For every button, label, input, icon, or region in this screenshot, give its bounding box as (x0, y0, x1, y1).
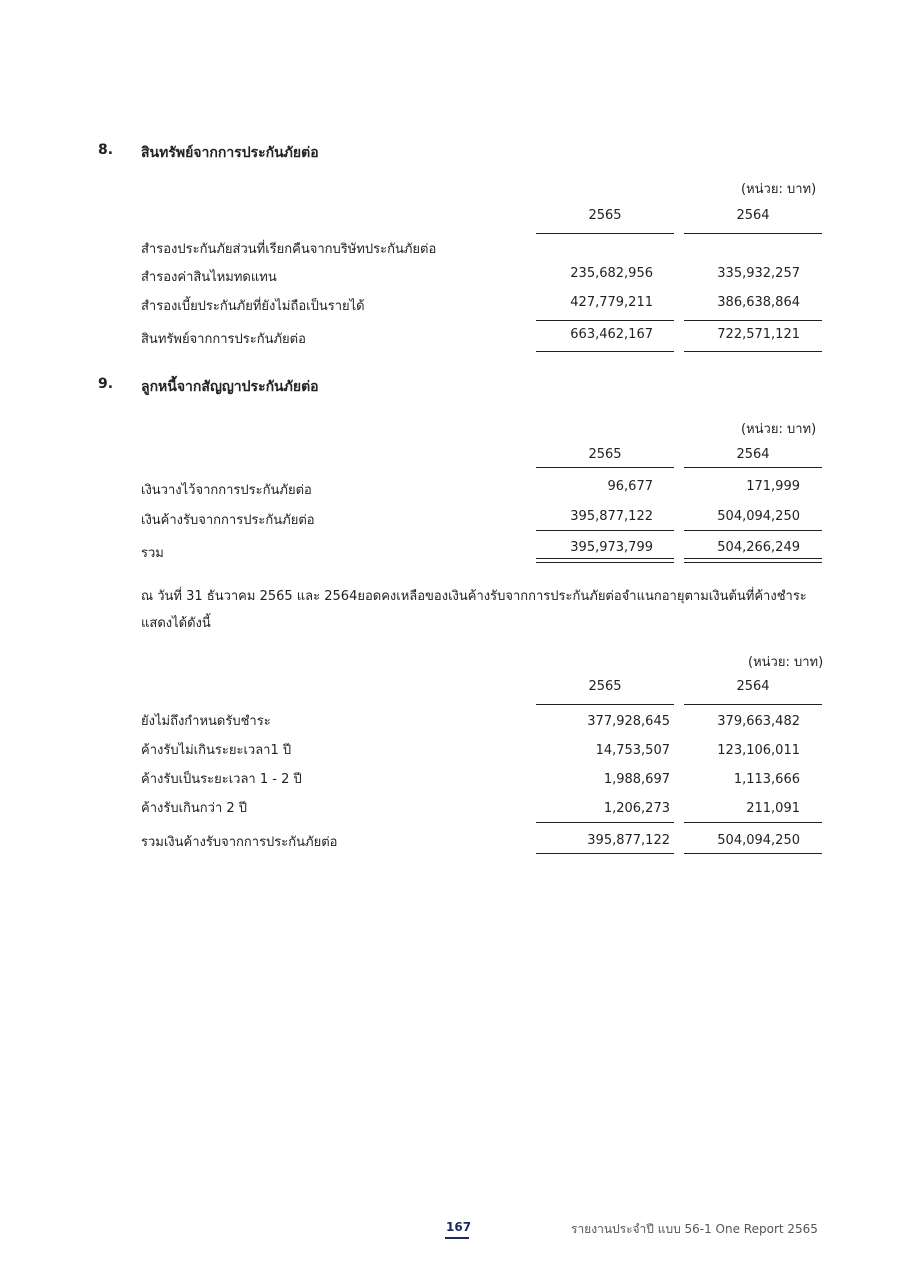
section-9-note-line-1: ณ วันที่ 31 ธันวาคม 2565 และ 2564ยอดคงเหลือของเงินค้างรับจากการประกันภัยต่อจำแนกอายุตามเงินต้นที่ค้างชำระ (141, 589, 807, 604)
aging-total-rule-2 (684, 853, 822, 854)
section-8-row-value-2565: 235,682,956 (570, 266, 653, 281)
section-8-title: สินทรัพย์จากการประกันภัยต่อ (141, 145, 319, 161)
section-9-total-double-rule-2 (684, 558, 822, 563)
aging-header-rule-1 (536, 704, 674, 705)
footer-page-number: 167 (446, 1220, 472, 1234)
section-9-note-line-2: แสดงได้ดังนี้ (141, 616, 211, 631)
aging-row-value-2565: 1,206,273 (603, 801, 670, 816)
section-9-row-value-2565: 395,877,122 (570, 509, 653, 524)
section-8-total-rule-1 (536, 351, 674, 352)
section-8-header-rule-2 (684, 233, 822, 234)
section-9-title: ลูกหนี้จากสัญญาประกันภัยต่อ (141, 379, 319, 395)
aging-total-label: รวมเงินค้างรับจากการประกันภัยต่อ (141, 835, 338, 850)
section-8-unit: (หน่วย: บาท) (741, 182, 817, 197)
aging-col-2565: 2565 (588, 679, 622, 694)
section-8-subtotal-rule-2 (684, 320, 822, 321)
section-9-col-2565: 2565 (588, 447, 622, 462)
section-8-row-label: สำรองค่าสินไหมทดแทน (141, 270, 277, 285)
section-9-header-rule-1 (536, 467, 674, 468)
section-8-total-value-2564: 722,571,121 (717, 327, 800, 342)
section-9-number: 9. (98, 376, 114, 392)
aging-row-value-2564: 379,663,482 (717, 714, 800, 729)
aging-row-value-2564: 1,113,666 (733, 772, 800, 787)
section-8-total-label: สินทรัพย์จากการประกันภัยต่อ (141, 332, 306, 347)
section-8-subtotal-rule-1 (536, 320, 674, 321)
section-9-row-label: เงินค้างรับจากการประกันภัยต่อ (141, 513, 315, 528)
section-8-row-value-2564: 386,638,864 (717, 295, 800, 310)
section-9-subtotal-rule-2 (684, 530, 822, 531)
section-8-total-rule-2 (684, 351, 822, 352)
section-9-col-2564: 2564 (736, 447, 770, 462)
section-8-row-label: สำรองเบี้ยประกันภัยที่ยังไม่ถือเป็นรายได้ (141, 299, 365, 314)
section-8-group-label: สำรองประกันภัยส่วนที่เรียกคืนจากบริษัทประกันภัยต่อ (141, 242, 437, 257)
aging-row-label: ค้างรับเกินกว่า 2 ปี (141, 801, 248, 816)
footer-report-title: รายงานประจำปี แบบ 56-1 One Report 2565 (571, 1222, 818, 1236)
section-8-total-value-2565: 663,462,167 (570, 327, 653, 342)
section-8-col-2565: 2565 (588, 208, 622, 223)
aging-row-label: ค้างรับเป็นระยะเวลา 1 - 2 ปี (141, 772, 302, 787)
aging-subtotal-rule-2 (684, 822, 822, 823)
aging-total-value-2564: 504,094,250 (717, 833, 800, 848)
section-9-row-value-2565: 96,677 (607, 479, 653, 494)
section-9-total-value-2565: 395,973,799 (570, 540, 653, 555)
section-8-header-rule-1 (536, 233, 674, 234)
section-8-row-value-2565: 427,779,211 (570, 295, 653, 310)
section-8-col-2564: 2564 (736, 208, 770, 223)
aging-row-value-2565: 1,988,697 (603, 772, 670, 787)
section-9-total-double-rule-1 (536, 558, 674, 563)
section-9-row-label: เงินวางไว้จากการประกันภัยต่อ (141, 483, 312, 498)
section-9-unit: (หน่วย: บาท) (741, 422, 817, 437)
section-8-row-value-2564: 335,932,257 (717, 266, 800, 281)
aging-total-value-2565: 395,877,122 (587, 833, 670, 848)
aging-unit: (หน่วย: บาท) (748, 655, 824, 670)
aging-row-value-2564: 123,106,011 (717, 743, 800, 758)
section-9-total-label: รวม (141, 546, 164, 561)
section-8-number: 8. (98, 142, 114, 158)
section-9-total-value-2564: 504,266,249 (717, 540, 800, 555)
section-9-row-value-2564: 504,094,250 (717, 509, 800, 524)
section-9-subtotal-rule-1 (536, 530, 674, 531)
section-9-row-value-2564: 171,999 (746, 479, 800, 494)
aging-row-label: ยังไม่ถึงกำหนดรับชำระ (141, 714, 271, 729)
section-9-header-rule-2 (684, 467, 822, 468)
aging-row-value-2565: 377,928,645 (587, 714, 670, 729)
aging-row-label: ค้างรับไม่เกินระยะเวลา1 ปี (141, 743, 292, 758)
aging-row-value-2564: 211,091 (746, 801, 800, 816)
aging-total-rule-1 (536, 853, 674, 854)
aging-header-rule-2 (684, 704, 822, 705)
footer-page-underline (445, 1237, 469, 1239)
aging-subtotal-rule-1 (536, 822, 674, 823)
aging-row-value-2565: 14,753,507 (595, 743, 670, 758)
aging-col-2564: 2564 (736, 679, 770, 694)
